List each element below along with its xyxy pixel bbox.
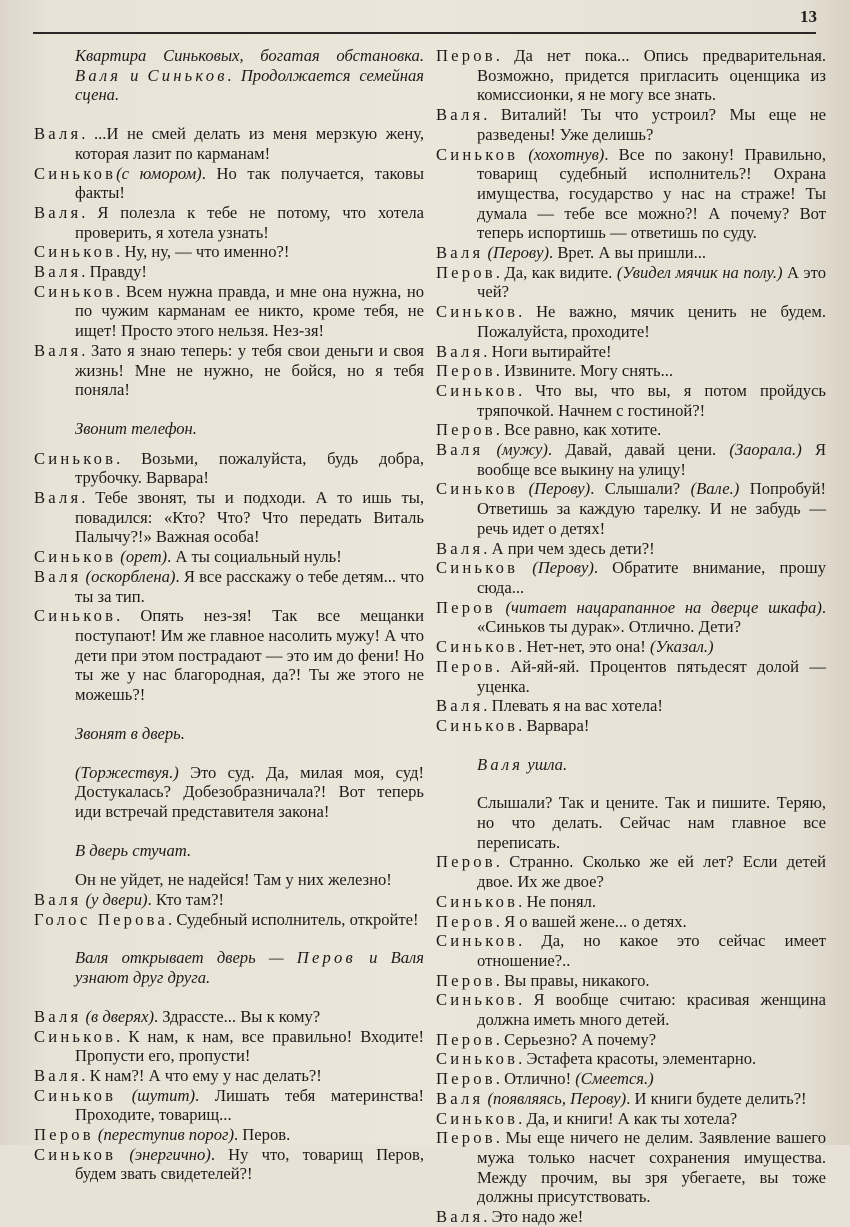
dialogue-line xyxy=(436,420,826,440)
spacer xyxy=(34,105,424,124)
stage-direction-inline: (Вале.) xyxy=(690,479,740,499)
stage-direction-inline: (Смеется.) xyxy=(575,1069,654,1089)
dialogue-line xyxy=(436,1049,826,1069)
speaker-name: Синьков xyxy=(34,547,117,567)
dialogue-text: . Нет-нет, это она! xyxy=(518,637,650,657)
dialogue-line xyxy=(436,558,826,597)
stage-direction-inline: (Указал.) xyxy=(649,637,714,657)
dialogue-text: Он не уйдет, не надейся! Там у них железно! xyxy=(75,870,392,890)
dialogue-line xyxy=(34,1027,424,1066)
dialogue-text: . Перов. xyxy=(234,1125,291,1145)
dialogue-text: . Серьезно? А почему? xyxy=(495,1029,657,1049)
speaker-name: Валя xyxy=(34,890,82,910)
speaker-name: Валя xyxy=(34,488,82,508)
dialogue-line xyxy=(436,539,826,559)
spacer xyxy=(34,439,424,449)
dialogue-text: . Виталий! Ты что устроил? Мы еще не разведены! Уже делишь? xyxy=(477,105,826,144)
speaker-name: Синьков xyxy=(436,637,519,657)
spacer xyxy=(34,988,424,1007)
dialogue-line xyxy=(436,990,826,1029)
speaker-name: Валя xyxy=(34,340,82,360)
dialogue-line xyxy=(34,164,424,203)
dialogue-line xyxy=(34,449,424,488)
dialogue-text: . Тебе звонят, ты и подходи. А то ишь ты, повадился: «Кто? Что? Что передать Виталь Палычу?!» Важная особа! xyxy=(75,488,424,547)
dialogue-text: . Отлично! xyxy=(495,1069,576,1089)
speaker-name: Синьков xyxy=(34,281,117,301)
stage-direction-inline: (с юмором) xyxy=(116,163,202,183)
dialogue-line xyxy=(34,341,424,400)
dialogue-line xyxy=(436,1030,826,1050)
stage-direction-inline: (Увидел мячик на полу.) xyxy=(616,262,783,282)
dialogue-text: . Врет. А вы пришли... xyxy=(549,243,707,263)
dialogue-text: . Возьми, пожалуйста, будь добра, трубочку. Варвара! xyxy=(75,448,424,488)
speaker-name: Перов xyxy=(436,970,496,990)
speaker-name: Валя xyxy=(436,1088,484,1108)
dialogue-text: . Всем нужна правда, и мне она нужна, но по чужим карманам ее никто, кроме тебя, не ищет! Просто этого нельзя. Нез-зя! xyxy=(75,281,424,341)
dialogue-line xyxy=(34,124,424,163)
speaker-name: Перов xyxy=(436,597,496,617)
stage-direction-inline: (у двери) xyxy=(81,890,148,910)
speaker-name: Валя xyxy=(436,105,484,125)
dialogue-text: . Варвара! xyxy=(518,715,590,735)
left-column xyxy=(34,46,424,1184)
dialogue-text: . ...И не смей делать из меня мерзкую жену, которая лазит по карманам! xyxy=(75,124,424,163)
dialogue-line xyxy=(436,912,826,932)
spacer xyxy=(34,929,424,948)
dialogue-text: . Да, как видите. xyxy=(495,262,617,282)
stage-direction-inline: (переступив порог) xyxy=(93,1125,234,1145)
stage-direction-inline: (мужу) xyxy=(483,440,548,460)
dialogue-text: . Это надо же! xyxy=(483,1207,584,1227)
dialogue-text: . Здрассте... Вы к кому? xyxy=(153,1006,321,1026)
stage-text: и Валя узнают друг друга. xyxy=(75,948,424,988)
speaker-name: Валя xyxy=(34,202,82,222)
dialogue-line xyxy=(436,243,826,263)
stage-direction-inline: (Перову) xyxy=(518,479,591,499)
stage-direction xyxy=(75,419,424,439)
speaker-name: Перов xyxy=(34,1125,94,1145)
stage-text: Звонит телефон. xyxy=(75,418,197,438)
speaker-name: Валя xyxy=(436,440,484,460)
spacer xyxy=(34,400,424,419)
speaker-name: Синьков xyxy=(436,380,519,400)
dialogue-text: . К нам, к нам, все правильно! Входите! Пропусти его, пропусти! xyxy=(75,1026,424,1066)
dialogue-line xyxy=(436,696,826,716)
dialogue-text: Я вообще все выкину на улицу! xyxy=(477,440,827,479)
speaker-name: Синьков xyxy=(436,479,519,499)
stage-direction xyxy=(75,724,424,744)
dialogue-text: . Ай-яй-яй. Процентов пятьдесят долой — уценка. xyxy=(477,656,826,696)
dialogue-line xyxy=(34,547,424,567)
stage-direction xyxy=(75,948,424,987)
dialogue-text: . Судебный исполнитель, откройте! xyxy=(168,909,419,929)
dialogue-text: . Эстафета красоты, элементарно. xyxy=(518,1049,757,1069)
dialogue-text: . Да, но какое это сейчас имеет отношение?.. xyxy=(477,931,826,970)
speaker-name: Синьков xyxy=(436,715,519,735)
dialogue-text: . Не важно, мячик ценить не будем. Пожалуйста, проходите! xyxy=(477,302,826,341)
dialogue-text: Слышали? Так и цените. Так и пишите. Теряю, но что делать. Сейчас нам главное все переписать. xyxy=(477,793,826,852)
stage-direction xyxy=(477,755,826,775)
dialogue-text: . Извините. Могу снять... xyxy=(495,361,674,381)
dialogue-line xyxy=(436,145,826,244)
speaker-name: Синьков xyxy=(436,891,519,911)
speaker-name: Валя xyxy=(436,1207,484,1227)
speaker-name: Голос Перова xyxy=(34,909,169,929)
speaker-name: Синьков xyxy=(34,606,117,626)
dialogue-line xyxy=(34,282,424,341)
dialogue-text: . Лишать тебя материнства! Проходите, товарищ... xyxy=(75,1085,424,1125)
character-name: Валя xyxy=(477,754,524,774)
dialogue-text: . Ноги вытирайте! xyxy=(483,341,612,361)
stage-direction-inline: (Торжествуя.) xyxy=(75,762,179,782)
speaker-name: Перов xyxy=(436,361,496,381)
speaker-name: Синьков xyxy=(436,144,519,164)
dialogue-line xyxy=(436,971,826,991)
dialogue-text: . Кто там?! xyxy=(147,890,224,910)
stage-direction-inline: (орет) xyxy=(116,547,168,567)
dialogue-text: . А ты социальный нуль! xyxy=(167,547,342,567)
speaker-name: Валя xyxy=(34,262,82,282)
dialogue-line xyxy=(436,716,826,736)
speaker-name: Перов xyxy=(436,1069,496,1089)
character-name: Перов xyxy=(296,948,356,968)
dialogue-text: . Странно. Сколько же ей лет? Если детей двое. Их же двое? xyxy=(477,852,826,892)
stage-text: . Продолжается семейная сцена. xyxy=(75,65,424,105)
dialogue-continuation xyxy=(75,763,424,822)
dialogue-line xyxy=(34,890,424,910)
header-rule xyxy=(33,32,816,34)
dialogue-line xyxy=(436,892,826,912)
speaker-name: Синьков xyxy=(436,931,519,951)
dialogue-line xyxy=(436,440,826,479)
spacer xyxy=(34,744,424,763)
dialogue-line xyxy=(436,479,826,538)
dialogue-text: . И книги будете делить?! xyxy=(626,1088,807,1108)
page-number: 13 xyxy=(800,7,817,26)
dialogue-text: . Не понял. xyxy=(518,891,597,911)
speaker-name: Синьков xyxy=(34,163,117,183)
dialogue-line xyxy=(436,637,826,657)
dialogue-line xyxy=(34,910,424,930)
dialogue-line xyxy=(34,242,424,262)
right-column xyxy=(436,46,826,1227)
dialogue-text: . Слышали? xyxy=(590,479,691,499)
stage-direction-inline: (Перову) xyxy=(518,558,594,578)
spacer xyxy=(436,774,826,793)
dialogue-line xyxy=(436,263,826,302)
speaker-name: Валя xyxy=(34,1065,82,1085)
spacer xyxy=(436,736,826,755)
dialogue-line xyxy=(436,1069,826,1089)
dialogue-line xyxy=(34,606,424,705)
speaker-name: Синьков xyxy=(436,558,519,578)
stage-direction-inline: (Заорала.) xyxy=(729,440,802,460)
stage-direction-inline: (хохотнув) xyxy=(518,144,605,164)
spacer xyxy=(34,822,424,841)
speaker-name: Перов xyxy=(436,1029,496,1049)
stage-text: Валя открывает дверь — xyxy=(75,948,297,968)
dialogue-line xyxy=(436,852,826,891)
dialogue-text: . Все по закону! Правильно, товарищ судебный исполнитель?! Охрана имущества, государство у нас на страже! Ты думала — тебе все можно?! А почему? Вот теперь испортишь — ответишь по суду. xyxy=(477,144,826,243)
dialogue-text: . Что вы, что вы, я потом пройдусь тряпочкой. Начнем с гостиной?! xyxy=(477,380,826,420)
dialogue-line xyxy=(436,931,826,970)
stage-direction-inline: (оскорблена) xyxy=(81,566,176,586)
dialogue-text: . Я вообще считаю: красивая женщина должна иметь много детей. xyxy=(477,990,826,1030)
dialogue-line xyxy=(436,1109,826,1129)
speaker-name: Синьков xyxy=(436,990,519,1010)
speaker-name: Синьков xyxy=(436,302,519,322)
dialogue-text: . Правду! xyxy=(81,262,147,282)
dialogue-line xyxy=(436,105,826,144)
dialogue-text: . Да нет пока... Опись предварительная. Возможно, придется пригласить оценщика из комиссионки, я не могу все знать. xyxy=(477,46,826,105)
dialogue-line xyxy=(34,1086,424,1125)
dialogue-line xyxy=(436,657,826,696)
dialogue-text: . К нам?! А что ему у нас делать?! xyxy=(81,1065,322,1085)
dialogue-text: . Все равно, как хотите. xyxy=(495,420,662,440)
dialogue-text: . Зато я знаю теперь: у тебя свои деньги и своя жизнь! Мне не нужно, не бойся, но я тебя поняла! xyxy=(75,340,424,400)
dialogue-line xyxy=(436,1207,826,1227)
dialogue-text: . Я полезла к тебе не потому, что хотела проверить, я хотела узнать! xyxy=(75,202,424,242)
dialogue-text: . Мы еще ничего не делим. Заявление вашего мужа только насчет сохранения имущества. Между прочим, вы зря убегаете, вы тоже должны присутствовать. xyxy=(477,1128,826,1207)
stage-direction xyxy=(75,46,424,105)
stage-text: В дверь стучат. xyxy=(75,840,192,860)
speaker-name: Валя xyxy=(34,566,82,586)
dialogue-text: . Плевать я на вас хотела! xyxy=(483,696,663,716)
dialogue-text: . Да, и книги! А как ты хотела? xyxy=(518,1108,738,1128)
speaker-name: Валя xyxy=(436,341,484,361)
dialogue-text: . Я все расскажу о тебе детям... что ты за тип. xyxy=(75,566,425,606)
speaker-name: Перов xyxy=(436,46,496,65)
dialogue-line xyxy=(34,203,424,242)
speaker-name: Синьков xyxy=(34,1085,117,1105)
dialogue-text: . Давай, давай цени. xyxy=(547,440,730,460)
stage-direction-inline: (Перову) xyxy=(483,243,550,263)
speaker-name: Синьков xyxy=(34,1144,117,1164)
spacer xyxy=(34,705,424,724)
stage-direction-inline: (читает нацарапанное на дверце шкафа) xyxy=(495,597,822,617)
dialogue-text: . Я о вашей жене... о детях. xyxy=(495,911,687,931)
speaker-name: Перов xyxy=(436,420,496,440)
stage-direction-inline: (энергично) xyxy=(116,1144,211,1164)
dialogue-text: . Ну, ну, — что именно?! xyxy=(116,242,290,262)
speaker-name: Синьков xyxy=(436,1108,519,1128)
dialogue-continuation xyxy=(75,870,424,890)
stage-text: Квартира Синьковых, богатая обстановка. xyxy=(75,46,424,65)
dialogue-line xyxy=(34,488,424,547)
speaker-name: Перов xyxy=(436,656,496,676)
speaker-name: Синьков xyxy=(34,242,117,262)
speaker-name: Перов xyxy=(436,852,496,872)
dialogue-text: . Но так получается, таковы факты! xyxy=(75,163,425,203)
dialogue-text: . Опять нез-зя! Так все мещанки поступают! Им же главное насолить мужу! А что дети при этом пострадают — это им до фени! Но ты же у нас благородная, да?! Ты же этого не можешь?! xyxy=(75,606,425,705)
stage-direction-inline: (появляясь, Перову) xyxy=(483,1088,627,1108)
dialogue-text: Попробуй! Ответишь за каждую тарелку. И не забудь — речь идет о детях! xyxy=(477,479,826,538)
speaker-name: Валя xyxy=(34,124,82,144)
stage-text: ушла. xyxy=(523,754,568,774)
dialogue-line xyxy=(436,342,826,362)
dialogue-text: . «Синьков ты дурак». Отлично. Дети? xyxy=(477,597,826,637)
dialogue-line xyxy=(436,302,826,341)
dialogue-line xyxy=(34,1007,424,1027)
dialogue-text: . Вы правы, никакого. xyxy=(495,970,650,990)
stage-text: и xyxy=(121,65,148,85)
speaker-name: Синьков xyxy=(34,448,117,468)
speaker-name: Синьков xyxy=(34,1026,117,1046)
dialogue-line xyxy=(34,1145,424,1184)
dialogue-line xyxy=(34,262,424,282)
stage-direction-inline: (шутит) xyxy=(116,1085,195,1105)
dialogue-line xyxy=(436,381,826,420)
speaker-name: Валя xyxy=(436,696,484,716)
dialogue-text: Это суд. Да, милая моя, суд! Достукалась? Добезобразничала?! Вот теперь иди встречай представителя закона! xyxy=(75,762,424,821)
dialogue-text: А это чей? xyxy=(477,262,826,302)
dialogue-line xyxy=(436,361,826,381)
dialogue-line xyxy=(436,598,826,637)
stage-direction-inline: (в дверях) xyxy=(81,1006,154,1026)
speaker-name: Валя xyxy=(34,1006,82,1026)
dialogue-line xyxy=(436,46,826,105)
character-name: Валя xyxy=(75,65,122,85)
dialogue-line xyxy=(34,1125,424,1145)
speaker-name: Перов xyxy=(436,911,496,931)
speaker-name: Перов xyxy=(436,262,496,282)
dialogue-line xyxy=(34,1066,424,1086)
dialogue-continuation xyxy=(477,793,826,852)
character-name: Синьков xyxy=(147,65,228,85)
spacer xyxy=(34,860,424,870)
speaker-name: Валя xyxy=(436,538,484,558)
speaker-name: Валя xyxy=(436,243,484,263)
stage-direction xyxy=(75,841,424,861)
dialogue-text: . Обратите внимание, прошу сюда... xyxy=(477,558,826,597)
dialogue-line xyxy=(436,1089,826,1109)
speaker-name: Синьков xyxy=(436,1049,519,1069)
dialogue-text: . Ну что, товарищ Перов, будем звать свидетелей?! xyxy=(75,1144,424,1184)
dialogue-line xyxy=(436,1128,826,1207)
speaker-name: Перов xyxy=(436,1128,496,1148)
stage-text: Звонят в дверь. xyxy=(75,723,185,743)
dialogue-line xyxy=(34,567,424,606)
dialogue-text: . А при чем здесь дети?! xyxy=(483,538,655,558)
